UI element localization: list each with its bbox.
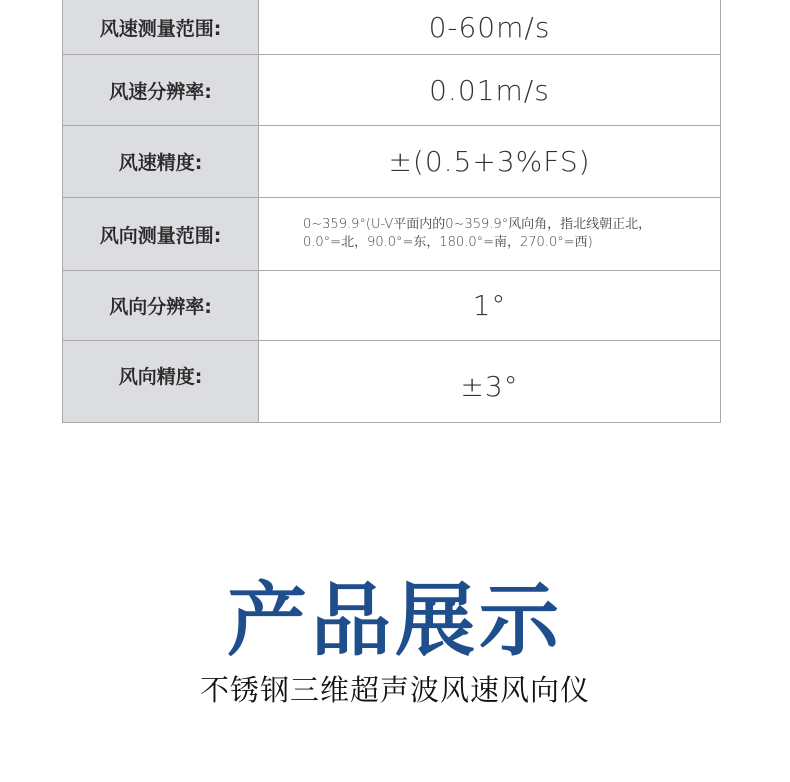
table-row xyxy=(63,271,721,341)
spec-label: 风向分辨率: xyxy=(63,271,259,341)
table-row xyxy=(63,0,721,55)
spec-value-multiline xyxy=(259,198,721,271)
spec-value: 0-60m/s xyxy=(259,0,721,55)
spec-label: 风速精度: xyxy=(63,126,259,198)
table-row xyxy=(63,198,721,271)
spec-label: 风速分辨率: xyxy=(63,55,259,126)
section-title: 产品展示 xyxy=(227,574,563,667)
spec-label: 风向精度: xyxy=(63,341,259,423)
spec-value-line: 0~359.9°(U-V平面内的0~359.9°风向角，指北线朝正北， xyxy=(303,217,652,232)
spec-table xyxy=(62,0,721,423)
spec-label: 风速测量范围: xyxy=(63,0,259,55)
spec-value-line: 0.0°=北，90.0°=东，180.0°=南，270.0°=西) xyxy=(303,235,593,250)
spec-value: 0.01m/s xyxy=(259,55,721,126)
table-row xyxy=(63,341,721,423)
table-row xyxy=(63,55,721,126)
spec-label: 风向测量范围: xyxy=(63,198,259,271)
spec-value: ±3° xyxy=(259,341,721,423)
table-row xyxy=(63,126,721,198)
product-name: 不锈钢三维超声波风速风向仪 xyxy=(199,673,590,707)
spec-value: ±(0.5+3%FS) xyxy=(259,126,721,198)
spec-value: 1° xyxy=(259,271,721,341)
